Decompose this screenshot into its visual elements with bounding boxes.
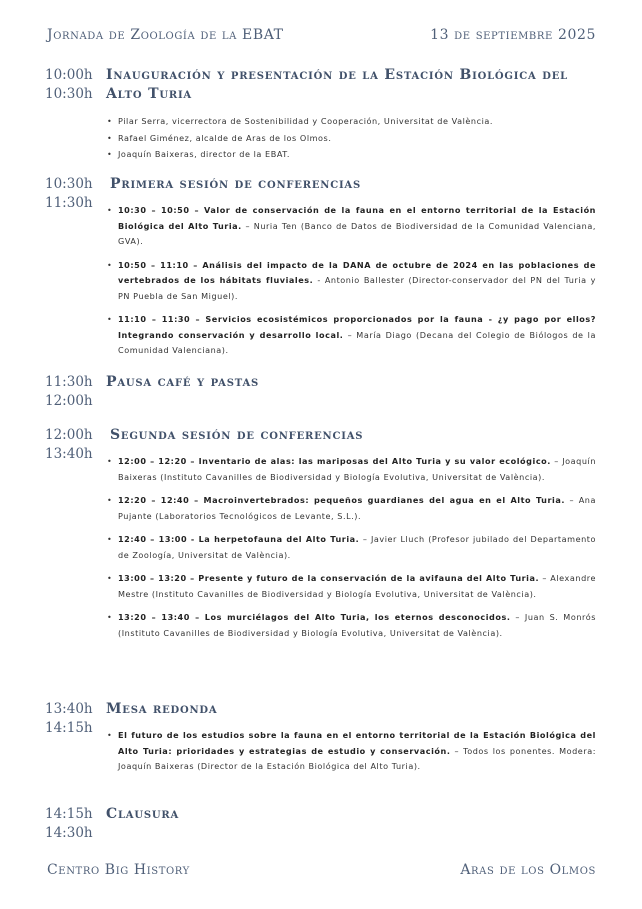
talk-title: 12:00 – 12:20 – Inventario de alas: las mariposas del Alto Turia y su valor ecológico. bbox=[118, 456, 551, 466]
talk-title: 13:00 – 13:20 – Presente y futuro de la conservación de la avifauna del Alto Turia. bbox=[118, 573, 540, 583]
talk-speaker: – Javier Lluch (Profesor jubilado del Departamento de Zoología, Universitat de València). bbox=[118, 534, 597, 560]
talk-speaker: – Joaquín Baixeras (Instituto Cavanilles de Biodiversidad y Biología Evolutiva, Universitat de València). bbox=[118, 456, 597, 482]
talk-speaker: – Juan S. Monrós (Instituto Cavanilles de Biodiversidad y Biología Evolutiva, Universitat de València). bbox=[118, 612, 596, 638]
session-title: Pausa café y pastas bbox=[106, 374, 260, 390]
session-times bbox=[45, 66, 105, 104]
end-time: 13:40h bbox=[45, 446, 93, 462]
talk-title: 13:20 – 13:40 – Los murciélagos del Alto Turia, los eternos desconocidos. bbox=[118, 612, 511, 622]
session-title: Inauguración y presentación de la Estación Biológica del Alto Turia bbox=[106, 67, 568, 102]
list-item bbox=[106, 131, 596, 147]
session-title: Clausura bbox=[106, 806, 180, 822]
talk-speaker: - Antonio Ballester (Director-conservador del PN del Turia y PN Puebla de San Miguel). bbox=[118, 275, 596, 301]
session-title: Segunda sesión de conferencias bbox=[110, 427, 364, 443]
list-item bbox=[106, 571, 596, 602]
session-times bbox=[45, 175, 105, 213]
session-times bbox=[45, 700, 105, 738]
start-time: 11:30h bbox=[45, 374, 93, 390]
list-item bbox=[106, 312, 596, 359]
speaker-list bbox=[106, 114, 596, 164]
talk-speaker: – Alexandre Mestre (Instituto Cavanilles de Biodiversidad y Biología Evolutiva, Universitat de València). bbox=[118, 573, 596, 599]
talk-list bbox=[106, 728, 596, 783]
session-times bbox=[45, 426, 105, 464]
start-time: 10:30h bbox=[45, 176, 93, 192]
list-item bbox=[106, 114, 596, 130]
page-header bbox=[47, 27, 596, 43]
session-title: Mesa redonda bbox=[106, 701, 218, 717]
list-item bbox=[106, 454, 596, 485]
event-date: 13 de septiembre 2025 bbox=[430, 27, 596, 43]
talk-title: 12:40 – 13:00 - La herpetofauna del Alto Turia. bbox=[118, 534, 360, 544]
start-time: 10:00h bbox=[45, 67, 93, 83]
end-time: 11:30h bbox=[45, 195, 93, 211]
talk-speaker: – Nuria Ten (Banco de Datos de Biodiversidad de la Comunidad Valenciana, GVA). bbox=[118, 220, 596, 246]
item-text: Rafael Giménez, alcalde de Aras de los Olmos. bbox=[118, 132, 332, 143]
talk-title: 10:30 – 10:50 – Valor de conservación de la fauna en el entorno territorial de la Estación Biológica del Alto Turia. bbox=[118, 205, 596, 231]
talk-title: 10:50 – 11:10 – Análisis del impacto de la DANA de octubre de 2024 en las poblaciones de vertebrados de los hábitats fluviales. bbox=[118, 259, 596, 285]
list-item bbox=[106, 728, 596, 775]
talk-speaker: – María Diago (Decana del Colegio de Biólogos de la Comunidad Valenciana). bbox=[118, 329, 596, 355]
end-time: 10:30h bbox=[45, 86, 93, 102]
item-text: Pilar Serra, vicerrectora de Sostenibilidad y Cooperación, Universitat de València. bbox=[118, 116, 494, 126]
talk-list bbox=[106, 454, 596, 649]
list-item bbox=[106, 610, 596, 641]
list-item bbox=[106, 532, 596, 563]
session-title: Primera sesión de conferencias bbox=[110, 176, 362, 192]
venue-name: Centro Big History bbox=[47, 862, 190, 878]
talk-speaker: – Ana Pujante (Laboratorios Tecnológicos de Levante, S.L.). bbox=[118, 495, 596, 521]
talk-speaker: – Todos los ponentes. Modera: Joaquín Baixeras (Director de la Estación Biológica del Alto Turia). bbox=[118, 745, 596, 771]
end-time: 14:15h bbox=[45, 720, 93, 736]
session-times bbox=[45, 373, 105, 411]
talk-title: 11:10 – 11:30 – Servicios ecosistémicos proporcionados por la fauna - ¿y pago por ellos? Integrando conservación y desarrollo local. bbox=[118, 314, 596, 340]
start-time: 14:15h bbox=[45, 806, 93, 822]
list-item bbox=[106, 493, 596, 524]
talk-title: 12:20 – 12:40 – Macroinvertebrados: pequeños guardianes del agua en el Alto Turia. bbox=[118, 495, 565, 505]
start-time: 13:40h bbox=[45, 701, 93, 717]
list-item bbox=[106, 258, 596, 305]
page-footer bbox=[47, 862, 596, 878]
talk-list bbox=[106, 203, 596, 367]
start-time: 12:00h bbox=[45, 427, 93, 443]
list-item bbox=[106, 203, 596, 250]
list-item bbox=[106, 147, 596, 163]
talk-title: El futuro de los estudios sobre la fauna en el entorno territorial de la Estación Biológica del Alto Turia: prioridades y estrategias de estudio y conservación. bbox=[118, 730, 596, 756]
item-text: Joaquín Baixeras, director de la EBAT. bbox=[118, 149, 290, 159]
venue-town: Aras de los Olmos bbox=[460, 862, 596, 878]
session-times bbox=[45, 805, 105, 843]
end-time: 12:00h bbox=[45, 393, 93, 409]
end-time: 14:30h bbox=[45, 825, 93, 841]
event-title: Jornada de Zoología de la EBAT bbox=[47, 27, 284, 43]
